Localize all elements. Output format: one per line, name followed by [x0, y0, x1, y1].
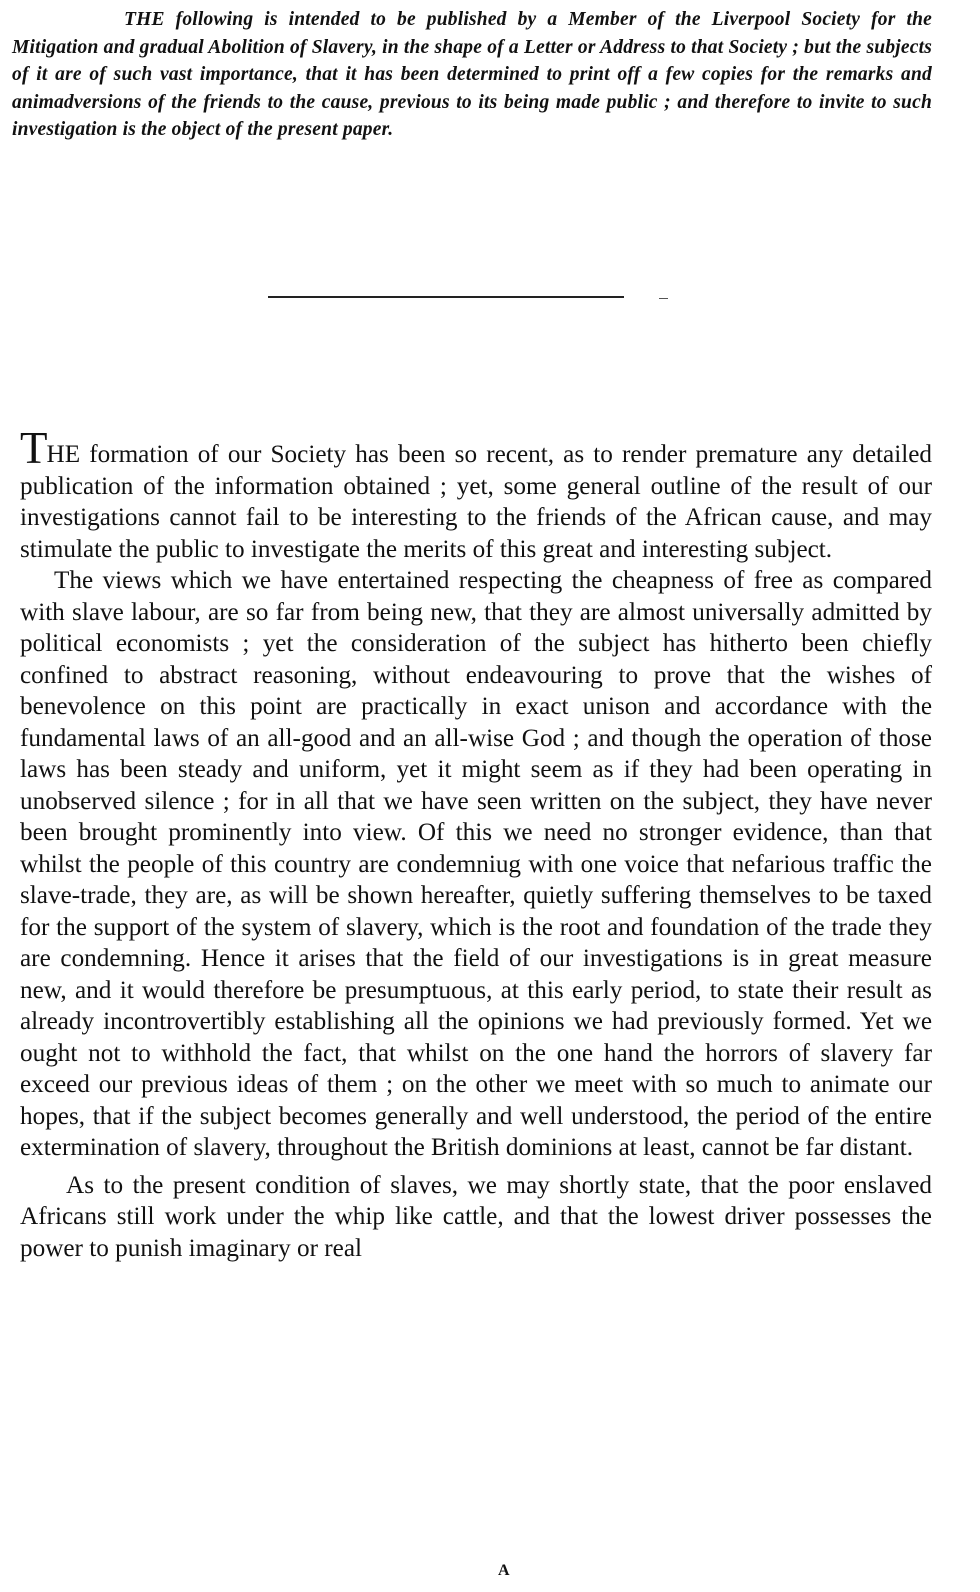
body-text: [20, 423, 932, 1264]
preface-note: THE following is intended to be published by a Member of the Liverpool Society for the Mitigation and gradual Abolition of Slavery, in the shape of a Letter or Address to that Society ; but the subjects of it are of such vast importance, that it has been determined to print off a few copies for the remarks and animadversions of the friends to the cause, previous to its being made public ; and therefore to invite to such investigation is the object of the present paper.: [12, 9, 932, 140]
divider-dash: [659, 298, 668, 299]
paragraph-2: The views which we have entertained respecting the cheapness of free as compared with slave labour, are so far from being new, that they are almost universally admitted by political economists ; yet the consideration of the subject has hitherto been chiefly confined to abstract reasoning, without endeavouring to prove that the wishes of benevolence on this point are practically in exact unison and accordance with the fundamental laws of an all-good and an all-wise God ; and though the operation of those laws has been steady and uniform, yet it might seem as if they had been operating in unobserved silence ; for in all that we have seen written on the subject, they have never been brought prominently into view. Of this we need no stronger evidence, than that whilst the people of this country are condemniug with one voice that nefarious traffic the slave-trade, they are, as will be shown hereafter, quietly suffering themselves to be taxed for the support of the system of slavery, which is the root and foundation of the trade they are condemning. Hence it arises that the field of our investigations is in great measure new, and it would therefore be presumptuous, at this early period, to state their result as already incontrovertibly establishing all the opinions we had previously formed. Yet we ought not to withhold the fact, that whilst on the one hand the horrors of slavery far exceed our previous ideas of them ; on the other we meet with so much to animate our hopes, that if the subject becomes generally and well understood, the period of the entire extermination of slavery, throughout the British dominions at least, cannot be far distant.: [20, 567, 932, 1161]
section-divider: [268, 296, 624, 298]
drop-cap: T: [20, 423, 47, 473]
paragraph-1-text: HE formation of our Society has been so recent, as to render premature any detailed publication of the information obtained ; yet, some general outline of the result of our investigations cannot fail to be interesting to the friends of the African cause, and may stimulate the public to investigate the merits of this great and interesting subject.: [20, 441, 932, 563]
signature-mark: A: [498, 1562, 511, 1579]
paragraph-1: [20, 423, 932, 565]
paragraph-3: As to the present condition of slaves, we may shortly state, that the poor enslaved Africans still work under the whip like cattle, and that the lowest driver possesses the power to punish imaginary or real: [20, 1171, 932, 1262]
